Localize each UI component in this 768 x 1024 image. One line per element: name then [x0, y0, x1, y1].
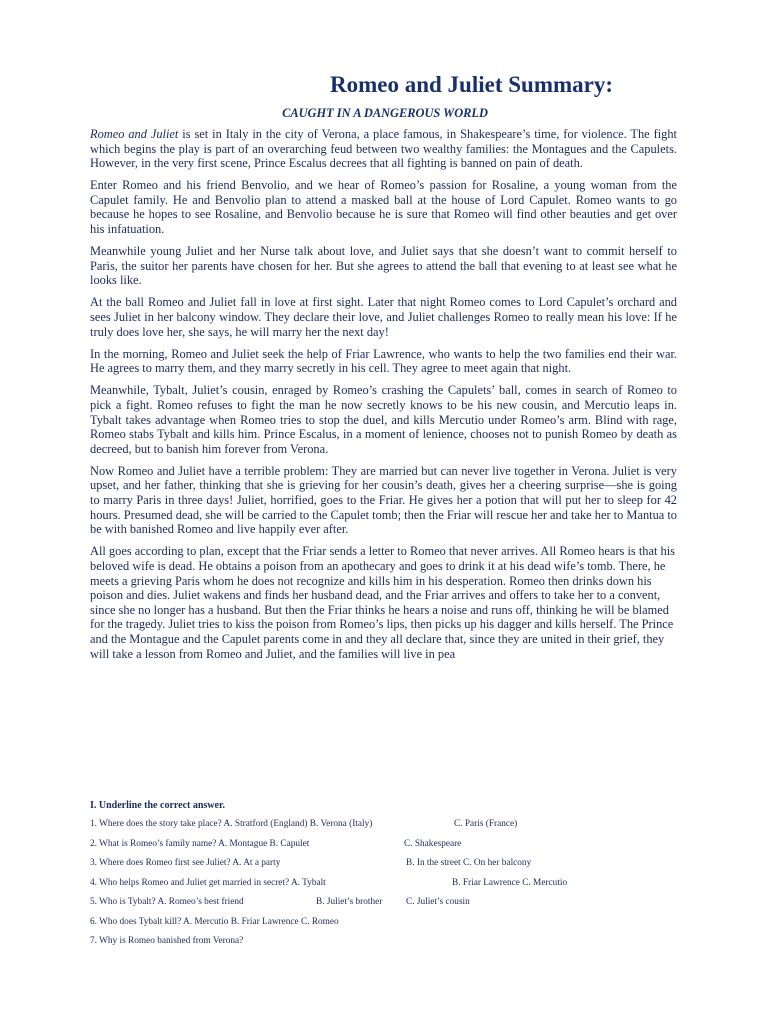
questions-section [90, 799, 690, 954]
play-title-italic: Romeo and Juliet [90, 127, 179, 141]
paragraph-1-text: is set in Italy in the city of Verona, a place famous, in Shakespeare’s time, for violence. The fight which begins the play is part of an overarching feud between two wealthy families: the Montagues and the Capulets. However, in the very first scene, Prince Escalus decrees that all fighting is banned on pain of death. [90, 127, 677, 171]
paragraph-8: All goes according to plan, except that the Friar sends a letter to Romeo that never arrives. All Romeo hears is that his beloved wife is dead. He obtains a poison from an apothecary and goes to drink it at his dead wife’s tomb. There, he meets a grieving Paris whom he does not recognize and kills him in his desperation. Romeo then drinks down his poison and dies. Juliet wakens and finds her husband dead, and the Friar arrives and offers to take her to a convent, since she no longer has a husband. But then the Friar thinks he hears a noise and runs off, thinking he will be blamed for the tragedy. Juliet tries to kiss the poison from Romeo’s lips, then picks up his dagger and kills herself. The Prince and the Montague and the Capulet parents come in and they all declare that, since they are united in their grief, they will take a lesson from Romeo and Juliet, and the families will live in pea [90, 544, 675, 661]
question-5-option-b: B. Juliet’s brother [316, 897, 383, 907]
question-1 [90, 817, 690, 837]
paragraph-6: Meanwhile, Tybalt, Juliet’s cousin, enraged by Romeo’s crashing the Capulets’ ball, comes in search of Romeo to pick a fight. Romeo refuses to fight the man he now secretly knows to be his new cousin, and Mercutio leaps in. Tybalt takes advantage when Romeo tries to stop the duel, and kills Mercutio under Romeo’s arm. Blind with rage, Romeo stabs Tybalt and kills him. Prince Escalus, in a moment of lenience, chooses not to punish Romeo by death as decreed, but to banish him forever from Verona. [90, 383, 677, 456]
question-4 [90, 876, 690, 896]
page-subtitle: CAUGHT IN A DANGEROUS WORLD [282, 106, 488, 120]
question-2 [90, 837, 690, 857]
question-7 [90, 934, 690, 954]
paragraph-1 [90, 127, 677, 171]
questions-heading: I. Underline the correct answer. [90, 800, 225, 811]
question-1-option-c: C. Paris (France) [454, 819, 518, 829]
question-3 [90, 856, 690, 876]
question-4-text: 4. Who helps Romeo and Juliet get married in secret? A. Tybalt [90, 877, 326, 888]
question-5-option-c: C. Juliet’s cousin [406, 897, 470, 907]
paragraph-7: Now Romeo and Juliet have a terrible problem: They are married but can never live together in Verona. Juliet is very upset, and her father, thinking that she is grieving for her cousin’s death, gives her a cheering surprise—she is going to marry Paris in three days! Juliet, horrified, goes to the Friar. He gives her a potion that will put her to sleep for 42 hours. Presumed dead, she will be carried to the Capulet tomb; then the Friar will rescue her and take her to Mantua to be with banished Romeo and live happily ever after. [90, 463, 678, 537]
question-2-option-c: C. Shakespeare [404, 838, 462, 849]
question-4-options-bc: B. Friar Lawrence C. Mercutio [452, 877, 568, 888]
question-6-text: 6. Who does Tybalt kill? A. Mercutio B. Friar Lawrence C. Romeo [90, 916, 339, 927]
question-3-options-bc: B. In the street C. On her balcony [406, 858, 532, 868]
paragraph-5: In the morning, Romeo and Juliet seek the help of Friar Lawrence, who wants to help the two families end their war. He agrees to marry them, and they marry secretly in his cell. They agree to meet again that night. [90, 346, 677, 376]
question-6 [90, 915, 690, 935]
paragraph-4: At the ball Romeo and Juliet fall in love at first sight. Later that night Romeo comes to Lord Capulet’s orchard and sees Juliet in her balcony window. They declare their love, and Juliet challenges Romeo to really mean his love: If he truly does love her, she says, he will marry her the next day! [90, 295, 677, 339]
question-2-text: 2. What is Romeo’s family name? A. Montague B. Capulet [90, 838, 310, 849]
question-5 [90, 895, 690, 915]
question-1-text: 1. Where does the story take place? A. Stratford (England) B. Verona (Italy) [90, 819, 373, 829]
paragraph-2: Enter Romeo and his friend Benvolio, and we hear of Romeo’s passion for Rosaline, a young woman from the Capulet family. He and Benvolio plan to attend a masked ball at the house of Lord Capulet. Romeo wants to go because he hopes to see Rosaline, and Benvolio because he is sure that Romeo will find other beauties and get over his infatuation. [90, 178, 677, 237]
page-title: Romeo and Juliet Summary: [330, 72, 614, 97]
question-5-text: 5. Who is Tybalt? A. Romeo’s best friend [90, 897, 244, 907]
question-7-text: 7. Why is Romeo banished from Verona? [90, 936, 244, 946]
question-3-text: 3. Where does Romeo first see Juliet? A. At a party [90, 858, 281, 868]
summary-body [90, 127, 677, 669]
paragraph-3: Meanwhile young Juliet and her Nurse talk about love, and Juliet says that she doesn’t want to commit herself to Paris, the suitor her parents have chosen for her. But she agrees to attend the ball that evening to at least see what he looks like. [90, 244, 677, 288]
